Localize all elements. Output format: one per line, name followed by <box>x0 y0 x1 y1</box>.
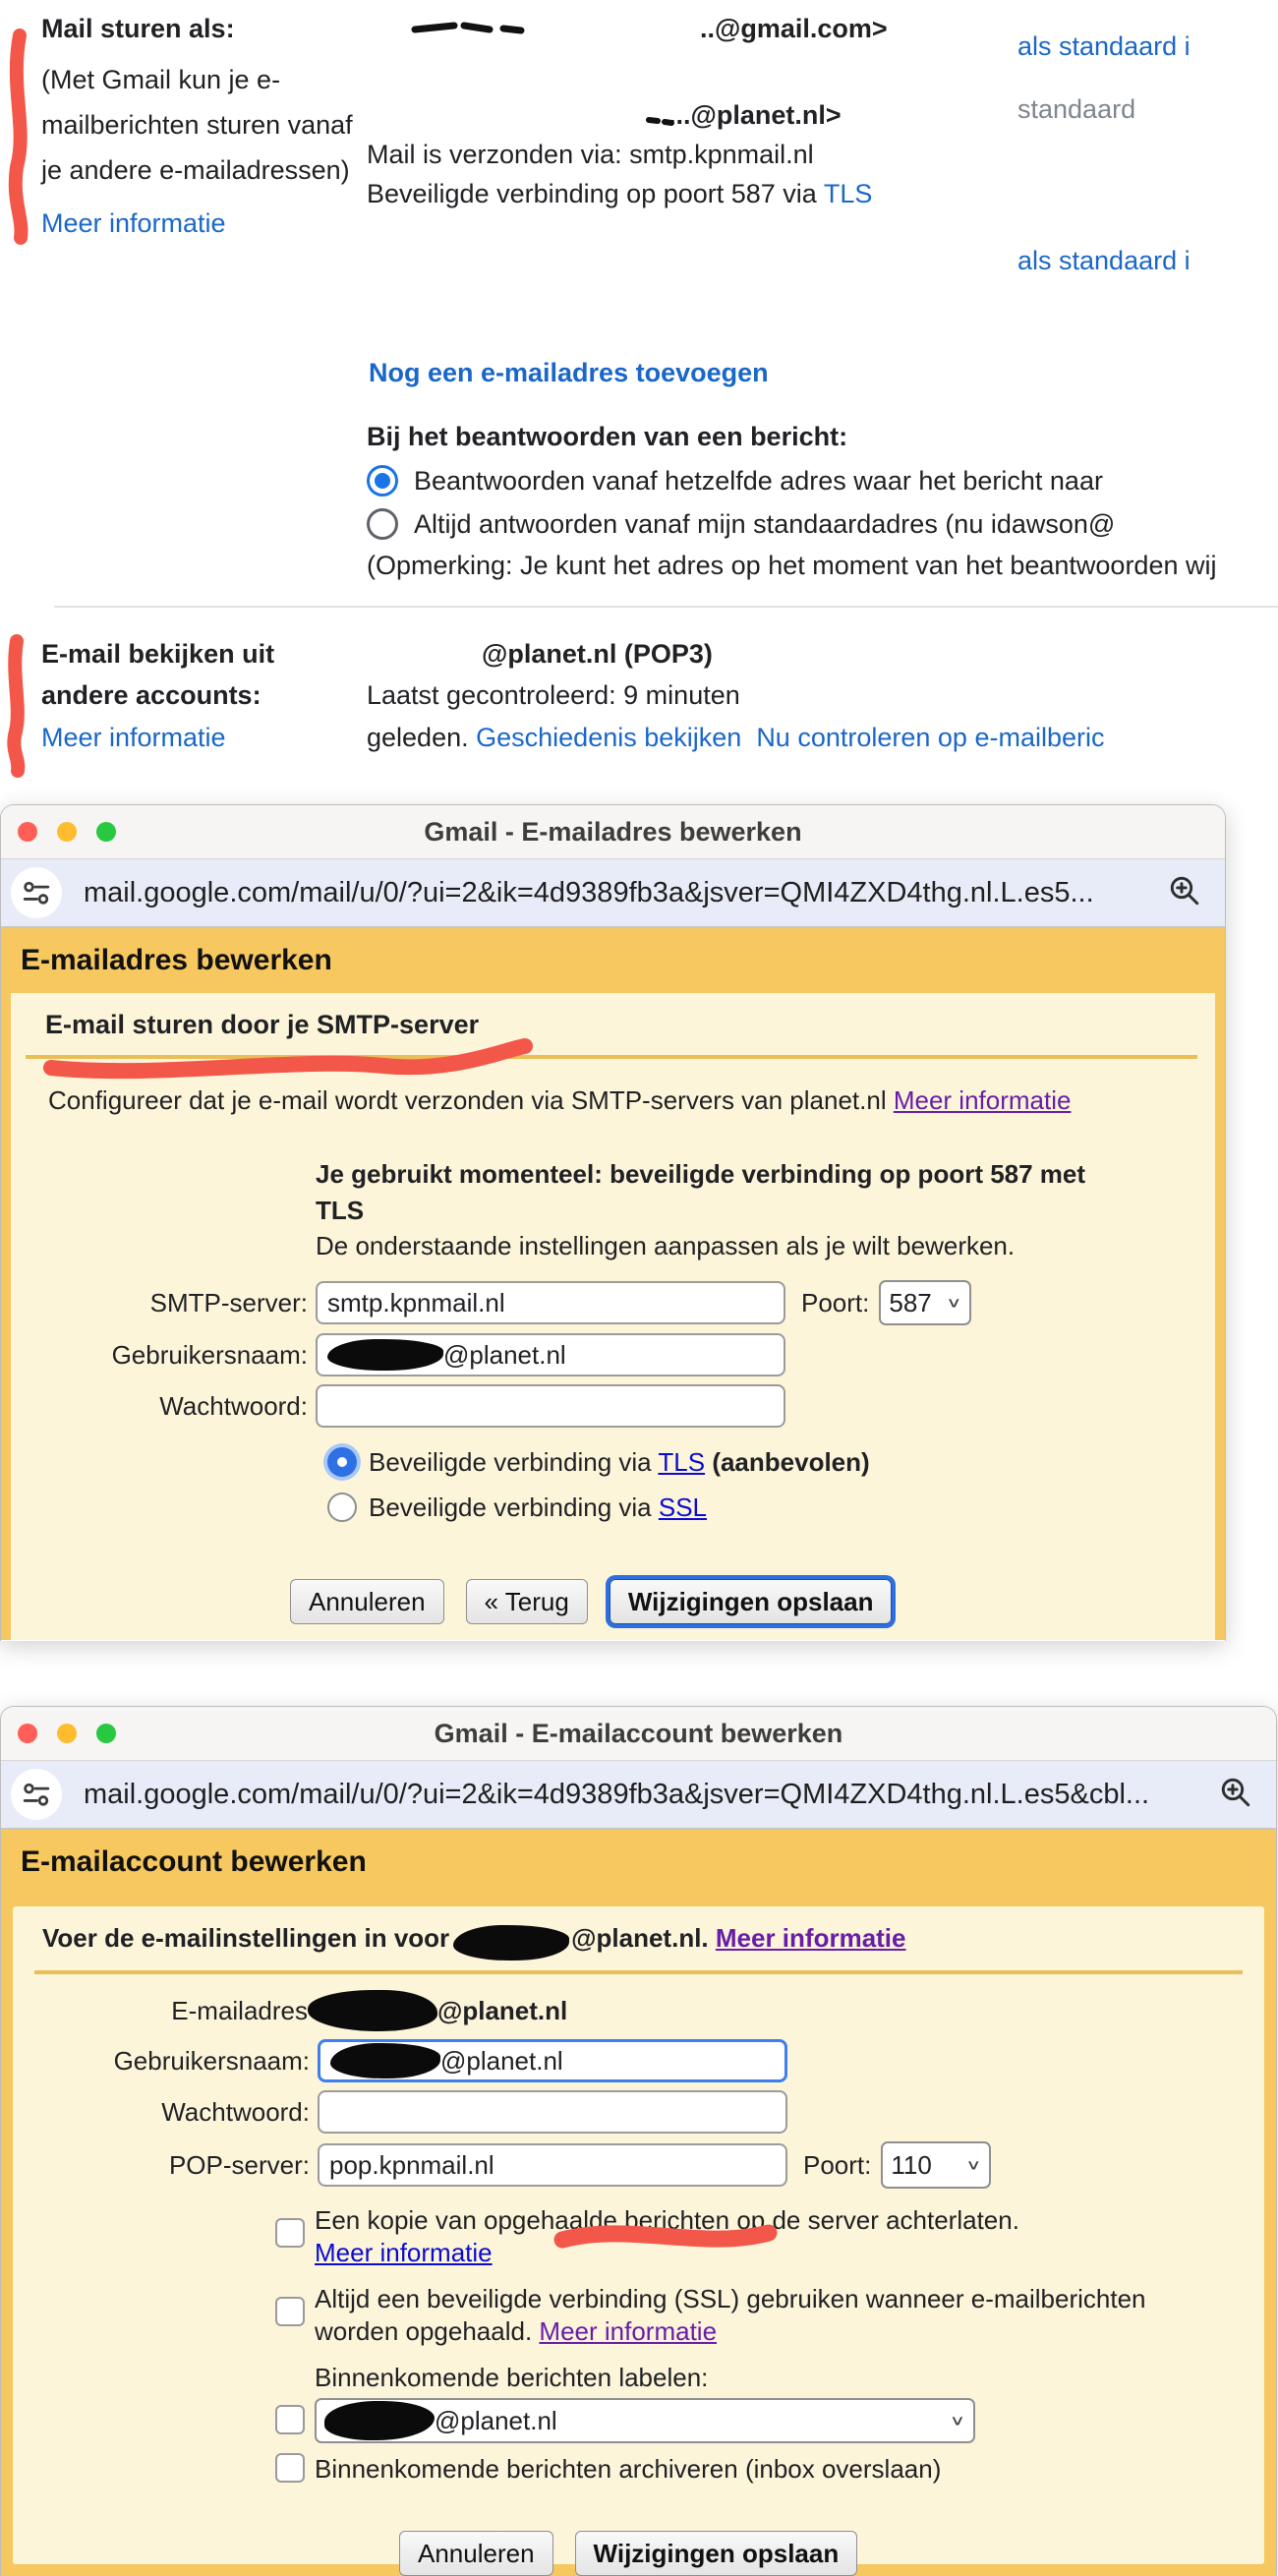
username-label: Gebruikersnaam: <box>111 1339 308 1370</box>
window-edit-email-account <box>0 1706 1277 2576</box>
archive-incoming-label: Binnenkomende berichten archiveren (inbox overslaan) <box>315 2454 942 2485</box>
chevron-down-icon: ∨ <box>949 2412 965 2429</box>
send-as-more-info-link[interactable]: Meer informatie <box>41 208 226 238</box>
window2-header-band <box>1 1830 1276 1895</box>
chevron-down-icon: ∨ <box>965 2156 982 2173</box>
add-email-address-link[interactable]: Nog een e-mailadres toevoegen <box>369 358 769 387</box>
zoom-button[interactable] <box>96 822 116 842</box>
redaction-blob <box>453 1925 569 1961</box>
config-text: Configureer dat je e-mail wordt verzonden via SMTP-servers van planet.nl <box>48 1085 887 1115</box>
leave-copy-checkbox[interactable] <box>275 2218 305 2248</box>
smtp-server-input[interactable]: smtp.kpnmail.nl <box>316 1281 785 1324</box>
orange-rule <box>34 1970 1243 1974</box>
smtp-more-info-link[interactable]: Meer informatie <box>893 1085 1072 1115</box>
send-as-label: Mail sturen als: <box>41 14 235 43</box>
site-settings-icon[interactable] <box>11 1769 62 1820</box>
leave-copy-label: Een kopie van opgehaalde berichten op de server achterlaten. <box>315 2205 1019 2236</box>
password-label: Wachtwoord: <box>159 1390 308 1421</box>
always-ssl-label-line2: worden opgehaald. <box>315 2316 533 2347</box>
pop-server-input[interactable]: pop.kpnmail.nl <box>318 2143 787 2187</box>
tls-link[interactable]: TLS <box>823 179 873 208</box>
port-label: Poort: <box>803 2149 872 2180</box>
window1-header-band <box>1 928 1225 993</box>
port-select[interactable]: 110 ∨ <box>881 2141 991 2189</box>
account-more-info-link[interactable]: Meer informatie <box>715 1923 906 1953</box>
password-input[interactable] <box>316 1384 785 1428</box>
back-button[interactable]: « Terug <box>466 1579 588 1624</box>
window1-title: Gmail - E-mailadres bewerken <box>424 816 802 847</box>
save-changes-button[interactable]: Wijzigingen opslaan <box>610 1579 893 1624</box>
view-history-link[interactable]: Geschiedenis bekijken <box>476 723 742 752</box>
zoom-button[interactable] <box>96 1724 116 1743</box>
check-mail-label-line1: E-mail bekijken uit <box>41 639 275 669</box>
check-mail-label-line2: andere accounts: <box>41 680 261 710</box>
make-default-link-1[interactable]: als standaard i <box>1017 31 1191 61</box>
label-select[interactable]: @planet.nl ∨ <box>315 2398 975 2443</box>
tls-recommended: (aanbevolen) <box>712 1446 870 1477</box>
account-intro-suffix: @planet.nl. <box>571 1923 709 1953</box>
reply-same-address-label: Beantwoorden vanaf hetzelfde adres waar het bericht naar <box>414 466 1103 496</box>
port-label: Poort: <box>801 1287 870 1317</box>
reply-default-address-radio[interactable] <box>367 508 398 540</box>
planet-address: ...@planet.nl> <box>668 100 842 130</box>
red-marker-stroke <box>16 35 22 238</box>
redaction-blob <box>324 2401 435 2440</box>
username-input[interactable]: @planet.nl <box>318 2039 787 2082</box>
address-bar[interactable]: mail.google.com/mail/u/0/?ui=2&ik=4d9389fb3a&jsver=QMI4ZXD4thg.nl.L.es5... <box>84 876 1094 908</box>
window-edit-email-address <box>0 804 1226 1641</box>
security-text: Beveiligde verbinding op poort 587 via <box>367 179 817 208</box>
save-changes-button[interactable]: Wijzigingen opslaan <box>575 2531 858 2576</box>
current-connection-line2: TLS <box>316 1196 365 1225</box>
redaction-blob <box>330 2043 440 2078</box>
minimize-button[interactable] <box>57 1724 77 1743</box>
red-marker-stroke <box>14 641 18 771</box>
label-incoming-checkbox[interactable] <box>275 2405 305 2434</box>
window2-header: E-mailaccount bewerken <box>21 1845 367 1878</box>
ssl-option-link[interactable]: SSL <box>658 1492 708 1522</box>
default-status-badge: standaard <box>1017 94 1136 124</box>
ssl-radio[interactable] <box>327 1493 357 1522</box>
minimize-button[interactable] <box>57 822 77 842</box>
make-default-link-2[interactable]: als standaard i <box>1017 246 1191 275</box>
redaction-marks <box>415 26 521 30</box>
password-input[interactable] <box>318 2090 787 2134</box>
check-now-link[interactable]: Nu controleren op e-mailberic <box>756 723 1105 752</box>
always-ssl-label-line1: Altijd een beveiligde verbinding (SSL) gebruiken wanneer e-mailberichten <box>315 2284 1146 2314</box>
check-mail-more-info-link[interactable]: Meer informatie <box>41 723 226 752</box>
cancel-button[interactable]: Annuleren <box>290 1579 444 1624</box>
smtp-section-title: E-mail sturen door je SMTP-server <box>45 1010 480 1039</box>
window1-urlbar <box>1 859 1225 928</box>
sent-via-text: Mail is verzonden via: smtp.kpnmail.nl <box>367 140 814 169</box>
reply-note: (Opmerking: Je kunt het adres op het moment van het beantwoorden wij <box>367 551 1217 580</box>
window2-title: Gmail - E-mailaccount bewerken <box>434 1718 843 1748</box>
send-as-desc-line: mailberichten sturen vanaf <box>41 110 353 140</box>
last-checked-text-2: geleden. <box>367 723 469 752</box>
smtp-server-label: SMTP-server: <box>149 1287 308 1317</box>
pop-server-label: POP-server: <box>168 2149 310 2180</box>
pop3-account: @planet.nl (POP3) <box>482 639 713 669</box>
password-label: Wachtwoord: <box>161 2096 310 2127</box>
redaction-blob <box>327 1339 443 1371</box>
orange-rule <box>26 1055 1197 1059</box>
current-connection-sub: De onderstaande instellingen aanpassen als je wilt bewerken. <box>316 1231 1016 1260</box>
tls-option-text: Beveiligde verbinding via <box>369 1446 652 1477</box>
site-settings-icon[interactable] <box>11 867 62 918</box>
reply-heading: Bij het beantwoorden van een bericht: <box>367 422 848 451</box>
zoom-page-icon[interactable] <box>1168 874 1201 912</box>
close-button[interactable] <box>18 1724 37 1743</box>
username-input[interactable]: @planet.nl <box>316 1333 785 1376</box>
section-divider <box>54 606 1278 608</box>
gmail-address: ..@gmail.com> <box>700 14 888 43</box>
window2-titlebar <box>1 1707 1276 1761</box>
redaction-blob <box>308 1990 437 2031</box>
port-select[interactable]: 587 ∨ <box>879 1280 971 1325</box>
close-button[interactable] <box>18 822 37 842</box>
zoom-page-icon[interactable] <box>1219 1776 1252 1814</box>
leave-copy-more-info-link[interactable]: Meer informatie <box>315 2238 493 2268</box>
account-intro-text: Voer de e-mailinstellingen in voor <box>42 1923 450 1953</box>
ssl-more-info-link[interactable]: Meer informatie <box>539 2316 718 2347</box>
send-as-desc-line: je andere e-mailadressen) <box>41 155 350 185</box>
window2-urlbar <box>1 1761 1276 1830</box>
tls-radio[interactable] <box>327 1447 357 1477</box>
send-as-desc-line: (Met Gmail kun je e- <box>41 65 281 94</box>
address-bar[interactable]: mail.google.com/mail/u/0/?ui=2&ik=4d9389fb3a&jsver=QMI4ZXD4thg.nl.L.es5&cbl... <box>84 1778 1150 1810</box>
username-label: Gebruikersnaam: <box>113 2045 310 2076</box>
label-incoming-label: Binnenkomende berichten labelen: <box>315 2363 709 2393</box>
email-address-value: @planet.nl <box>437 1995 568 2025</box>
reply-same-address-radio[interactable] <box>367 465 398 497</box>
always-ssl-checkbox[interactable] <box>275 2297 305 2326</box>
current-connection-line1: Je gebruikt momenteel: beveiligde verbinding op poort 587 met <box>316 1159 1086 1189</box>
window1-header: E-mailadres bewerken <box>21 944 332 976</box>
chevron-down-icon: ∨ <box>946 1294 962 1311</box>
reply-default-address-label: Altijd antwoorden vanaf mijn standaardadres (nu idawson@ <box>414 509 1116 539</box>
tls-option-link[interactable]: TLS <box>658 1446 706 1477</box>
archive-incoming-checkbox[interactable] <box>275 2453 305 2483</box>
window1-titlebar <box>1 805 1225 859</box>
ssl-option-text: Beveiligde verbinding via <box>369 1492 652 1522</box>
last-checked-text: Laatst gecontroleerd: 9 minuten <box>367 680 740 710</box>
email-address-label: E-mailadres <box>171 1995 308 2025</box>
cancel-button[interactable]: Annuleren <box>399 2531 553 2576</box>
